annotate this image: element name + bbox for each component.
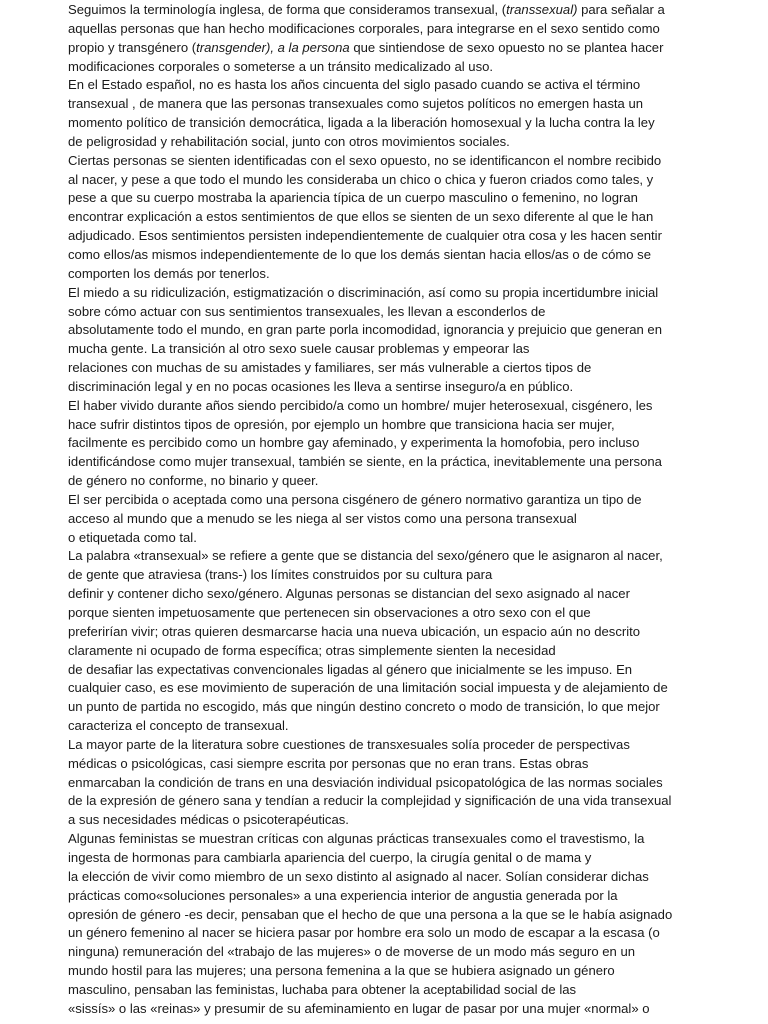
text-segment: preferirían vivir; otras quieren desmarcarse hacia una nueva ubicación, un espacio aún no descrito <box>68 623 641 639</box>
text-line <box>68 717 708 736</box>
text-line <box>68 397 708 416</box>
text-segment: claramente ni ocupado de forma específica; otras simplemente sienten la necesidad <box>68 642 556 658</box>
text-line <box>68 1000 708 1019</box>
text-segment: de género no conforme, no binario y queer. <box>68 473 319 489</box>
text-segment: relaciones con muchas de su amistades y familiares, ser más vulnerable a ciertos tipos de <box>68 360 592 376</box>
text-segment: modificaciones corporales o someterse a un tránsito medicalizado al uso. <box>68 58 494 74</box>
text-segment: absolutamente todo el mundo, en gran parte porla incomodidad, ignorancia y prejuicio que generan en <box>68 322 662 338</box>
text-line <box>68 604 708 623</box>
text-line <box>68 453 708 472</box>
text-line <box>68 58 708 77</box>
text-segment: Algunas feministas se muestran críticas con algunas prácticas transexuales como el travestismo, la <box>68 831 645 847</box>
document-text-body <box>68 1 708 1019</box>
text-segment: En el Estado español, no es hasta los años cincuenta del siglo pasado cuando se activa el término <box>68 77 641 93</box>
text-line <box>68 133 708 152</box>
text-segment: médicas o psicológicas, casi siempre escrita por personas que no eran trans. Estas obras <box>68 755 589 771</box>
text-line <box>68 114 708 133</box>
text-line <box>68 849 708 868</box>
text-line <box>68 246 708 265</box>
text-segment: La palabra «transexual» se refiere a gente que se distancia del sexo/género que le asignaron al nacer, <box>68 548 663 564</box>
text-segment: de la expresión de género sana y tendían a reducir la complejidad y significación de una vida transexual <box>68 793 672 809</box>
text-line <box>68 868 708 887</box>
text-segment: facilmente es percibido como un hombre gay afeminado, y experimenta la homofobia, pero incluso <box>68 435 640 451</box>
text-segment: un género femenino al nacer se hiciera pasar por hombre era solo un modo de escapar a la escasa (o <box>68 925 660 941</box>
text-line <box>68 76 708 95</box>
text-line <box>68 189 708 208</box>
text-segment: identificándose como mujer transexual, también se siente, en la práctica, inevitablemente una persona <box>68 454 662 470</box>
text-line <box>68 1 708 20</box>
text-line <box>68 887 708 906</box>
text-line <box>68 472 708 491</box>
text-line <box>68 434 708 453</box>
text-line <box>68 943 708 962</box>
text-line <box>68 642 708 661</box>
text-line <box>68 152 708 171</box>
text-segment: acceso al mundo que a menudo se les niega al ser vistos como una persona transexual <box>68 510 577 526</box>
italic-text-segment: transgender), a la persona <box>196 39 350 55</box>
text-line <box>68 510 708 529</box>
text-line <box>68 661 708 680</box>
text-segment: opresión de género -es decir, pensaban que el hecho de que una persona a la que se le había asignado <box>68 906 673 922</box>
text-segment: que sintiendose de sexo opuesto no se plantea hacer <box>349 39 664 55</box>
text-segment: cualquier caso, es ese movimiento de superación de una limitación social impuesta y de alejamiento de <box>68 680 668 696</box>
text-segment: caracteriza el concepto de transexual. <box>68 718 289 734</box>
text-line <box>68 755 708 774</box>
text-line <box>68 20 708 39</box>
text-line <box>68 227 708 246</box>
text-line <box>68 774 708 793</box>
text-segment: como ellos/as mismos independientemente de lo que los demás sientan hacia ellos/as o de cómo se <box>68 246 652 262</box>
text-line <box>68 284 708 303</box>
text-segment: adjudicado. Esos sentimientos persisten independientemente de cualquier otra cosa y les hacen sentir <box>68 228 662 244</box>
text-segment: mucha gente. La transición al otro sexo suele causar problemas y empeorar las <box>68 341 530 357</box>
text-segment: o etiquetada como tal. <box>68 529 197 545</box>
text-segment: La mayor parte de la literatura sobre cuestiones de transxesuales solía proceder de perspectivas <box>68 736 630 752</box>
text-segment: encontrar explicación a estos sentimientos de que ellos se sienten de un sexo diferente al que le han <box>68 209 654 225</box>
text-line <box>68 39 708 58</box>
text-line <box>68 698 708 717</box>
text-segment: El haber vivido durante años siendo percibido/a como un hombre/ mujer heterosexual, cisgénero, les <box>68 397 653 413</box>
text-line <box>68 208 708 227</box>
text-line <box>68 924 708 943</box>
text-line <box>68 585 708 604</box>
text-segment: a sus necesidades médicas o psicoterapéuticas. <box>68 812 349 828</box>
text-segment: El ser percibida o aceptada como una persona cisgénero de género normativo garantiza un tipo de <box>68 491 642 507</box>
text-line <box>68 265 708 284</box>
text-line <box>68 981 708 1000</box>
text-segment: de desafiar las expectativas convencionales ligadas al género que inicialmente se les impuso. En <box>68 661 633 677</box>
text-segment: masculino, pensaban las feministas, luchaba para obtener la aceptabilidad social de las <box>68 981 577 997</box>
text-line <box>68 830 708 849</box>
text-line <box>68 359 708 378</box>
text-line <box>68 321 708 340</box>
text-segment: prácticas como«soluciones personales» a una experiencia interior de angustia generada por la <box>68 887 618 903</box>
text-segment: de peligrosidad y rehabilitación social, junto con otros movimientos sociales. <box>68 133 510 149</box>
text-line <box>68 378 708 397</box>
text-segment: comporten los demás por tenerlos. <box>68 265 270 281</box>
text-segment: El miedo a su ridiculización, estigmatización o discriminación, así como su propia incertidumbre inicial <box>68 284 659 300</box>
text-segment: porque sienten impetuosamente que pertenecen sin observaciones a otro sexo con el que <box>68 605 591 620</box>
text-segment: ninguna) remuneración del «trabajo de las mujeres» o de moverse de un modo más seguro en un <box>68 944 636 960</box>
text-line <box>68 566 708 585</box>
text-line <box>68 95 708 114</box>
text-segment: aquellas personas que han hecho modificaciones corporales, para integrarse en el sexo sentido como <box>68 20 660 36</box>
text-segment: la elección de vivir como miembro de un sexo distinto al asignado al nacer. Solían considerar dichas <box>68 868 649 884</box>
text-segment: definir y contener dicho sexo/género. Algunas personas se distancian del sexo asignado al nacer <box>68 586 630 602</box>
text-line <box>68 529 708 548</box>
text-segment: al nacer, y pese a que todo el mundo les consideraba un chico o chica y fueron criados como tales, y <box>68 171 654 187</box>
text-line <box>68 736 708 755</box>
text-line <box>68 792 708 811</box>
text-segment: hace sufrir distintos tipos de opresión, por ejemplo un hombre que transiciona hacia ser mujer, <box>68 416 615 432</box>
italic-text-segment: transsexual) <box>506 2 578 17</box>
text-segment: enmarcaban la condición de trans en una desviación individual psicopatológica de las normas sociales <box>68 774 663 790</box>
text-line <box>68 547 708 566</box>
text-segment: para señalar a <box>577 2 665 17</box>
text-line <box>68 623 708 642</box>
text-line <box>68 303 708 322</box>
text-line <box>68 171 708 190</box>
text-segment: discriminación legal y en no pocas ocasiones les lleva a sentirse inseguro/a en público. <box>68 378 574 394</box>
text-line <box>68 491 708 510</box>
text-line <box>68 962 708 981</box>
text-segment: mundo hostil para las mujeres; una persona femenina a la que se hubiera asignado un género <box>68 963 615 979</box>
text-segment: propio y transgénero ( <box>68 39 197 55</box>
text-segment: sobre cómo actuar con sus sentimientos transexuales, les llevan a esconderlos de <box>68 303 546 319</box>
text-line <box>68 811 708 830</box>
text-segment: Seguimos la terminología inglesa, de forma que consideramos transexual, ( <box>68 2 507 17</box>
text-segment: de gente que atraviesa (trans-) los límites construidos por su cultura para <box>68 567 493 583</box>
text-line <box>68 906 708 925</box>
text-line <box>68 416 708 435</box>
text-segment: Ciertas personas se sienten identificadas con el sexo opuesto, no se identificancon el nombre recibido <box>68 152 662 168</box>
text-line <box>68 340 708 359</box>
text-line <box>68 679 708 698</box>
text-segment: un punto de partida no escogido, más que ningún destino concreto o modo de transición, lo que mejor <box>68 699 660 715</box>
text-segment: pese a que su cuerpo mostraba la apariencia típica de un cuerpo masculino o femenino, no logran <box>68 190 638 206</box>
text-segment: «sissís» o las «reinas» y presumir de su afeminamiento en lugar de pasar por una mujer «normal» o <box>68 1000 650 1016</box>
text-segment: transexual , de manera que las personas transexuales como sujetos políticos no emergen hasta un <box>68 96 644 112</box>
text-segment: ingesta de hormonas para cambiarla apariencia del cuerpo, la cirugía genital o de mama y <box>68 849 592 865</box>
text-segment: momento político de transición democrática, ligada a la liberación homosexual y la lucha contra la ley <box>68 115 655 131</box>
